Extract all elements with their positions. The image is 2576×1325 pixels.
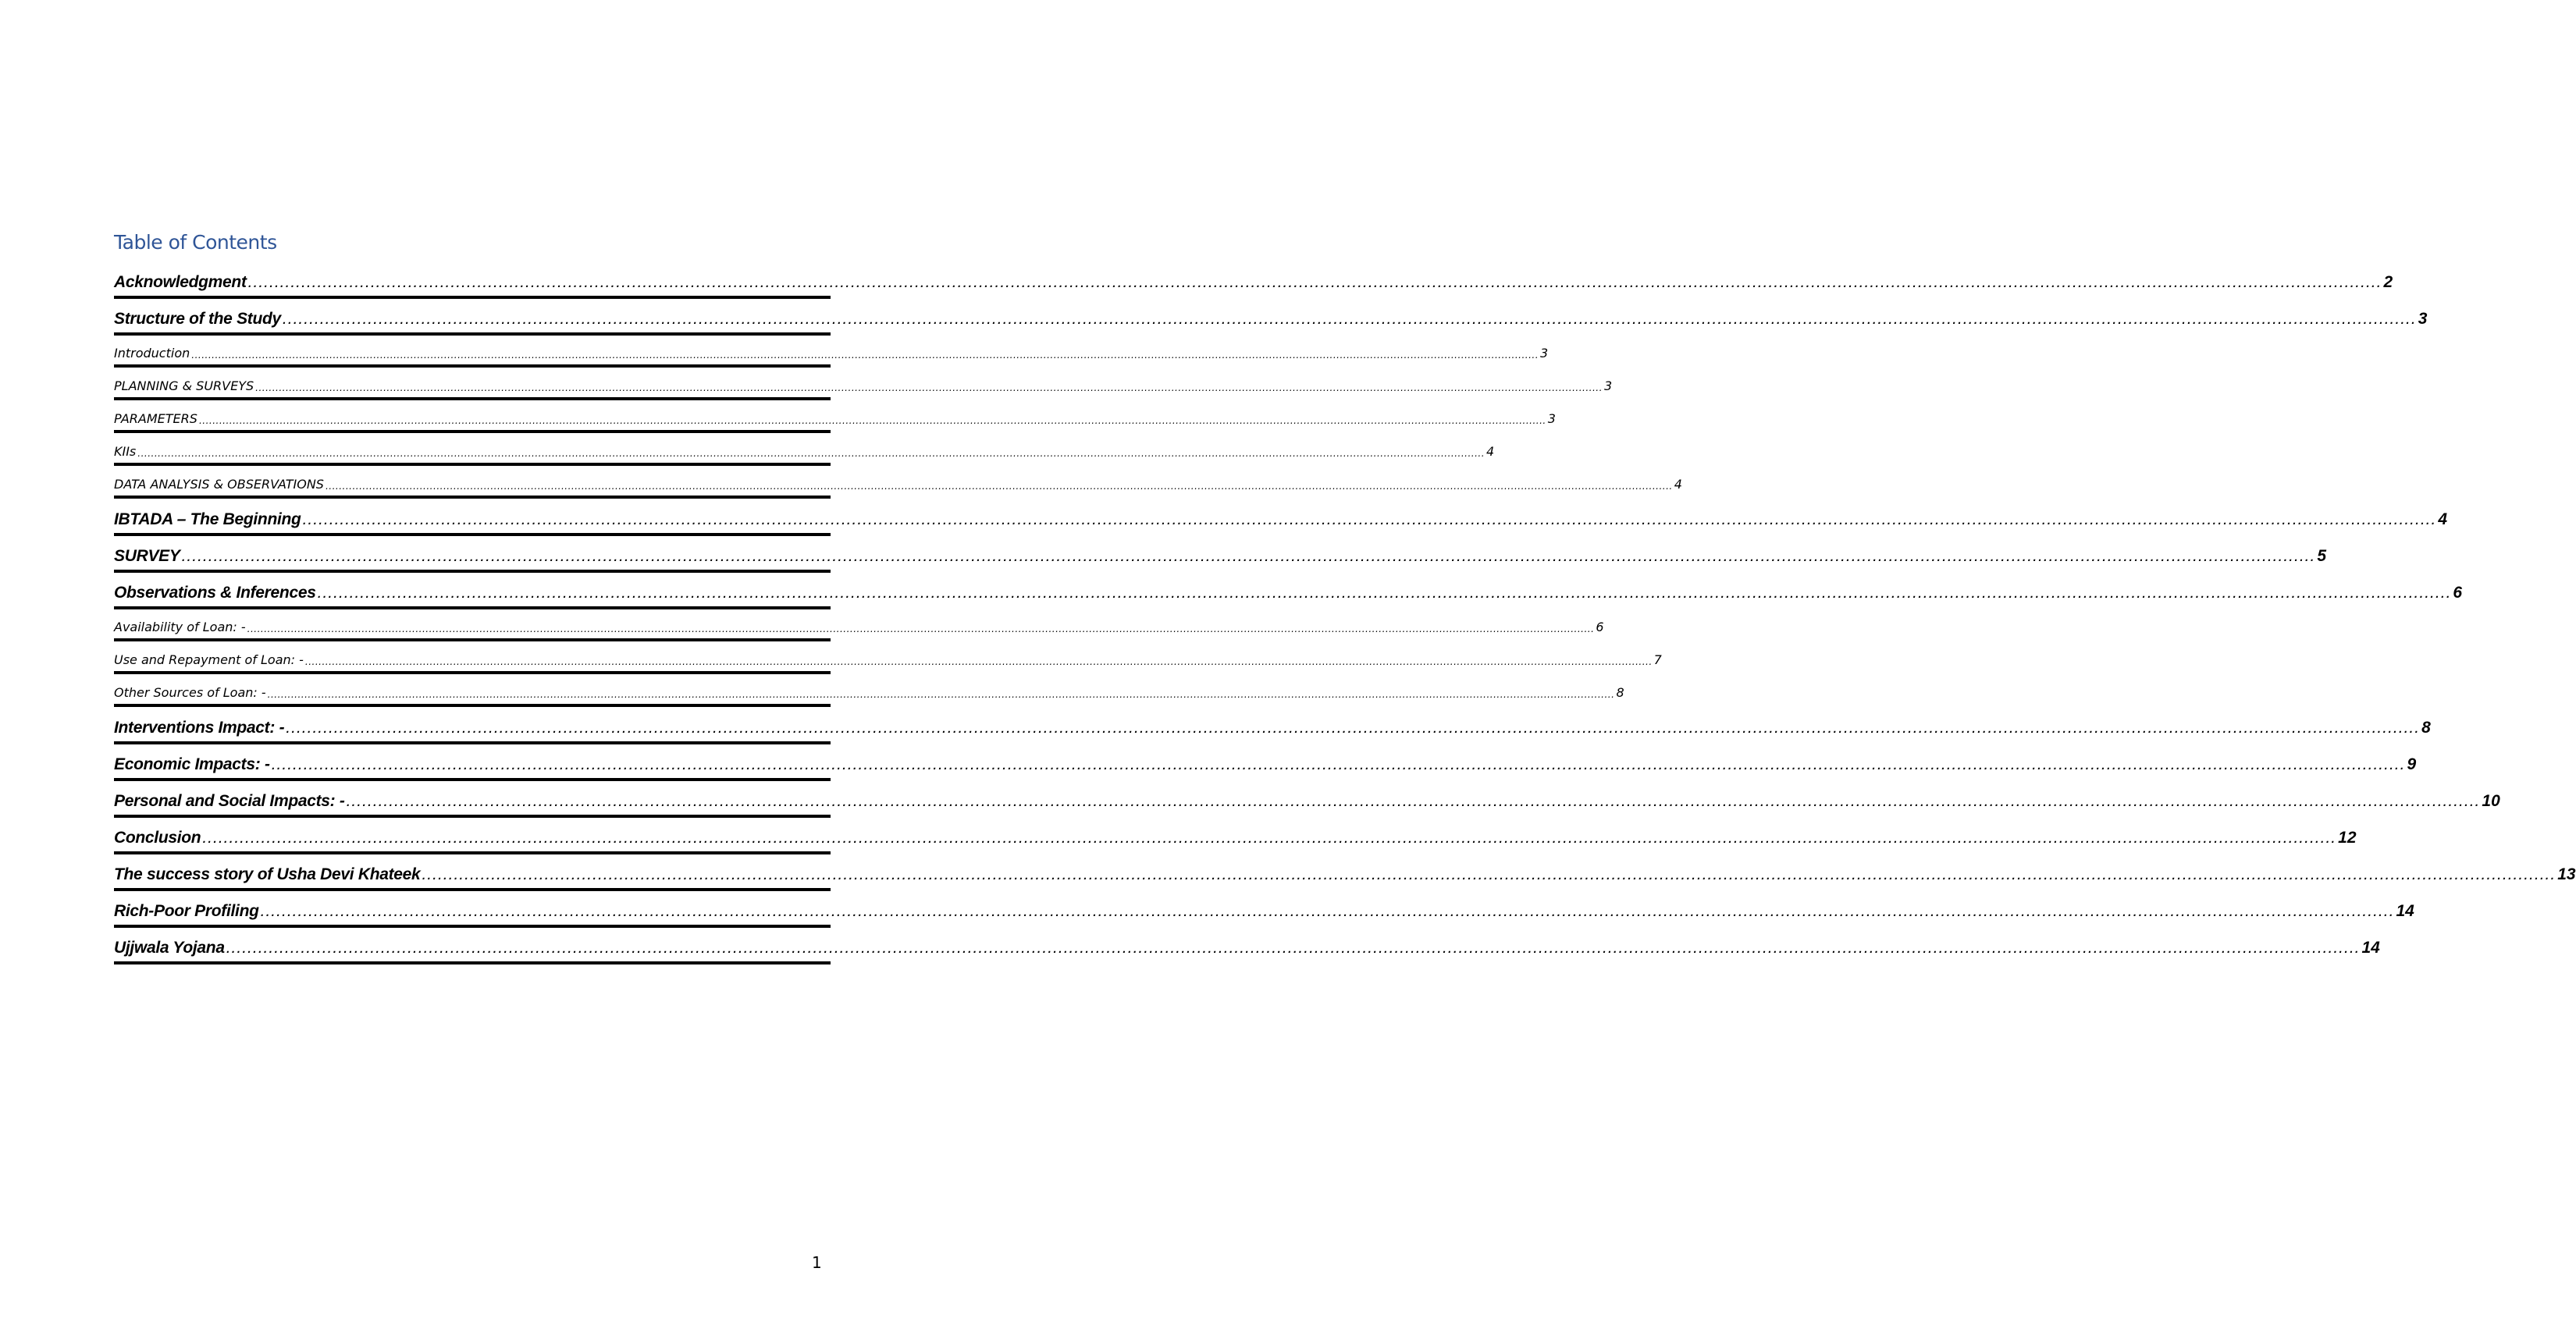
toc-entry-rule <box>114 815 831 818</box>
toc-entry-rule <box>114 430 831 433</box>
toc-entry-page[interactable]: 9 <box>2407 755 2417 773</box>
toc-entry-title[interactable]: Use and Repayment of Loan: - <box>114 652 304 667</box>
toc-entry-page[interactable]: 4 <box>1486 444 1495 459</box>
toc-dot-leader: ................................................................................................................................................................................................................................................................................................................................................................................................................ <box>282 310 2417 328</box>
toc-entry-page[interactable]: 3 <box>1603 378 1613 393</box>
toc-entry-page[interactable]: 13 <box>2557 865 2576 883</box>
toc-entry[interactable] <box>114 437 1495 470</box>
toc-entry-title[interactable]: DATA ANALYSIS & OBSERVATIONS <box>114 477 324 492</box>
toc-entry-rule <box>114 496 831 499</box>
toc-dot-leader: ................................................................................................................................................................................................................................................................................................................................................................................................................ <box>317 584 2452 602</box>
toc-entry[interactable] <box>114 821 2357 858</box>
toc-entry-line[interactable] <box>114 503 2448 529</box>
toc-heading: Table of Contents <box>114 231 277 254</box>
toc-entry-title[interactable]: Economic Impacts: - <box>114 755 270 773</box>
toc-entry-rule <box>114 570 831 573</box>
toc-entry-title[interactable]: PARAMETERS <box>114 411 197 426</box>
toc-entry[interactable] <box>114 711 2431 748</box>
toc-dot-leader: ................................................................................................................................................................................................................................................................................................................................................................................................................ <box>260 902 2395 920</box>
toc-entry-title[interactable]: Other Sources of Loan: - <box>114 685 266 700</box>
toc-entry-rule <box>114 671 831 674</box>
toc-entry-line[interactable] <box>114 437 1495 459</box>
toc-entry[interactable] <box>114 404 1556 437</box>
toc-entry-rule <box>114 638 831 641</box>
toc-entry[interactable] <box>114 503 2448 539</box>
page-number: 1 <box>812 1253 822 1272</box>
toc-entry-line[interactable] <box>114 470 1682 492</box>
toc-dot-leader: ................................................................................................................................................................................................................................................................................................................................................................................................................ <box>226 939 2361 957</box>
toc-entry[interactable] <box>114 931 2380 968</box>
toc-entry-line[interactable] <box>114 821 2357 847</box>
toc-entry-page[interactable]: 7 <box>1653 652 1662 667</box>
toc-entry-page[interactable]: 10 <box>2482 792 2500 810</box>
toc-entry-title[interactable]: Structure of the Study <box>114 310 281 328</box>
toc-entry-line[interactable] <box>114 404 1556 426</box>
toc-entry-rule <box>114 961 831 964</box>
toc-entry-line[interactable] <box>114 265 2393 292</box>
toc-entry-page[interactable]: 8 <box>1616 685 1624 700</box>
toc-entry[interactable] <box>114 613 1604 645</box>
toc-entry-rule <box>114 925 831 928</box>
toc-list <box>114 265 2576 968</box>
toc-entry-title[interactable]: Introduction <box>114 346 190 361</box>
toc-entry-title[interactable]: Ujjwala Yojana <box>114 939 225 957</box>
toc-dot-leader: ................................................................................................................................................................................................................................................................................................................................................................................................................ <box>191 350 1539 361</box>
toc-entry-line[interactable] <box>114 931 2380 957</box>
toc-dot-leader: ................................................................................................................................................................................................................................................................................................................................................................................................................ <box>422 865 2556 883</box>
toc-entry-rule <box>114 533 831 536</box>
toc-dot-leader: ................................................................................................................................................................................................................................................................................................................................................................................................................ <box>304 656 1653 667</box>
toc-entry-page[interactable]: 3 <box>2418 310 2428 328</box>
toc-entry-line[interactable] <box>114 302 2428 329</box>
toc-entry-title[interactable]: IBTADA – The Beginning <box>114 510 301 528</box>
toc-entry-line[interactable] <box>114 339 1549 361</box>
toc-entry-rule <box>114 332 831 336</box>
toc-entry-line[interactable] <box>114 371 1613 393</box>
toc-dot-leader: ................................................................................................................................................................................................................................................................................................................................................................................................................ <box>346 792 2481 810</box>
toc-entry[interactable] <box>114 470 1682 503</box>
toc-entry-rule <box>114 463 831 466</box>
toc-entry-rule <box>114 397 831 400</box>
toc-dot-leader: ................................................................................................................................................................................................................................................................................................................................................................................................................ <box>267 689 1615 700</box>
toc-entry[interactable] <box>114 678 1624 711</box>
toc-dot-leader: ................................................................................................................................................................................................................................................................................................................................................................................................................ <box>137 448 1485 459</box>
toc-entry[interactable] <box>114 748 2417 784</box>
toc-entry-rule <box>114 741 831 744</box>
toc-entry-line[interactable] <box>114 894 2414 921</box>
toc-entry-title[interactable]: SURVEY <box>114 547 180 565</box>
toc-entry-rule <box>114 888 831 891</box>
toc-entry-page[interactable]: 4 <box>2438 510 2448 528</box>
toc-entry-line[interactable] <box>114 576 2463 602</box>
toc-entry[interactable] <box>114 894 2414 931</box>
toc-entry-title[interactable]: Personal and Social Impacts: - <box>114 792 345 810</box>
toc-entry-title[interactable]: Acknowledgment <box>114 273 247 291</box>
toc-entry-title[interactable]: Conclusion <box>114 829 201 847</box>
toc-dot-leader: ................................................................................................................................................................................................................................................................................................................................................................................................................ <box>198 415 1546 426</box>
toc-dot-leader: ................................................................................................................................................................................................................................................................................................................................................................................................................ <box>202 829 2337 847</box>
toc-dot-leader: ................................................................................................................................................................................................................................................................................................................................................................................................................ <box>286 719 2421 737</box>
toc-entry-line[interactable] <box>114 858 2576 884</box>
toc-entry[interactable] <box>114 858 2576 894</box>
toc-entry-title[interactable]: Observations & Inferences <box>114 584 316 602</box>
toc-entry-line[interactable] <box>114 711 2431 737</box>
toc-entry-line[interactable] <box>114 613 1604 634</box>
toc-entry[interactable] <box>114 645 1662 678</box>
toc-entry[interactable] <box>114 576 2463 613</box>
toc-entry[interactable] <box>114 265 2393 302</box>
toc-entry-page[interactable]: 4 <box>1674 477 1682 492</box>
toc-entry-page[interactable]: 3 <box>1540 346 1549 361</box>
toc-entry-line[interactable] <box>114 645 1662 667</box>
toc-entry[interactable] <box>114 784 2500 821</box>
toc-entry-rule <box>114 364 831 368</box>
toc-dot-leader: ................................................................................................................................................................................................................................................................................................................................................................................................................ <box>255 382 1603 393</box>
toc-entry-page[interactable]: 8 <box>2421 719 2431 737</box>
toc-entry-rule <box>114 851 831 854</box>
toc-dot-leader: ................................................................................................................................................................................................................................................................................................................................................................................................................ <box>181 547 2316 565</box>
toc-entry[interactable] <box>114 371 1613 404</box>
toc-dot-leader: ................................................................................................................................................................................................................................................................................................................................................................................................................ <box>325 481 1673 492</box>
toc-entry-page[interactable]: 14 <box>2361 939 2380 957</box>
toc-entry-line[interactable] <box>114 678 1624 700</box>
toc-entry[interactable] <box>114 339 1549 371</box>
toc-entry-page[interactable]: 12 <box>2338 829 2357 847</box>
toc-entry-rule <box>114 606 831 609</box>
toc-entry-page[interactable]: 14 <box>2396 902 2414 920</box>
toc-entry-page[interactable]: 5 <box>2317 547 2327 565</box>
toc-entry-page[interactable]: 6 <box>1596 620 1604 634</box>
toc-entry[interactable] <box>114 302 2428 339</box>
toc-entry[interactable] <box>114 539 2327 576</box>
toc-entry-title[interactable]: Availability of Loan: - <box>114 620 246 634</box>
toc-entry-title[interactable]: KIIs <box>114 444 137 459</box>
toc-entry-line[interactable] <box>114 539 2327 566</box>
toc-dot-leader: ................................................................................................................................................................................................................................................................................................................................................................................................................ <box>271 755 2406 773</box>
toc-entry-page[interactable]: 3 <box>1547 411 1556 426</box>
toc-dot-leader: ................................................................................................................................................................................................................................................................................................................................................................................................................ <box>247 623 1595 634</box>
toc-dot-leader: ................................................................................................................................................................................................................................................................................................................................................................................................................ <box>247 273 2382 291</box>
toc-entry-line[interactable] <box>114 784 2500 811</box>
toc-entry-title[interactable]: The success story of Usha Devi Khateek <box>114 865 421 883</box>
toc-entry-title[interactable]: Rich-Poor Profiling <box>114 902 259 920</box>
toc-entry-title[interactable]: Interventions Impact: - <box>114 719 285 737</box>
toc-entry-rule <box>114 704 831 707</box>
toc-entry-page[interactable]: 2 <box>2383 273 2393 291</box>
toc-entry-title[interactable]: PLANNING & SURVEYS <box>114 378 254 393</box>
toc-entry-line[interactable] <box>114 748 2417 774</box>
toc-entry-rule <box>114 778 831 781</box>
toc-entry-rule <box>114 296 831 299</box>
toc-entry-page[interactable]: 6 <box>2453 584 2463 602</box>
toc-dot-leader: ................................................................................................................................................................................................................................................................................................................................................................................................................ <box>302 510 2437 528</box>
